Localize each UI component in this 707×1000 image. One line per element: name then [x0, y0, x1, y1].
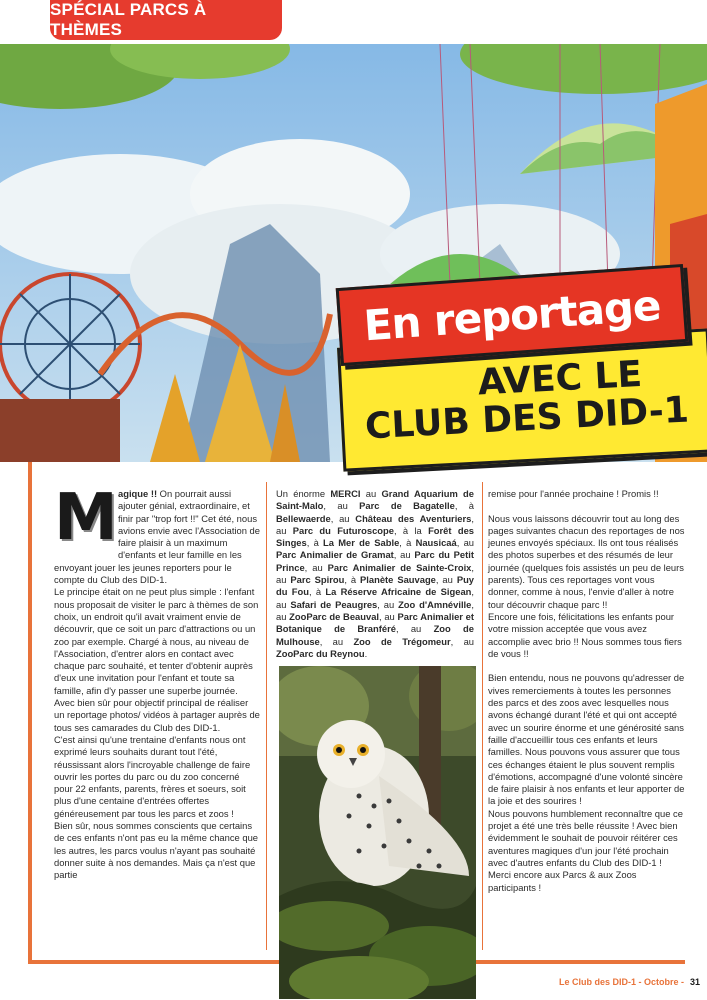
park-name: La Réserve Africaine de Sigean — [325, 586, 472, 598]
thanks-text: , au — [377, 598, 399, 610]
park-name: Parc du Petit Prince — [276, 549, 474, 573]
park-name: Forêt des Singes — [276, 524, 474, 549]
thanks-text: , au — [456, 537, 474, 549]
section-tab: SPÉCIAL PARCS À THÈMES — [50, 0, 282, 40]
column-divider-1 — [266, 482, 267, 950]
intro-paragraph: On pourrait aussi ajouter génial, extraordinaire, et finir par "trop fort !!" Cet été, nous avions envie avec l'Association de faire plaisir à un maximum d'enfants et leur famille en les envoyant jouer les jeunes reporters pour le compte du Club des DID-1. — [54, 488, 260, 586]
park-name: Parc de Bagatelle — [359, 500, 455, 512]
paragraph-success: Nous pouvons humblement reconnaître que ce projet a été une très belle réussite ! Avec bien évidemment le souhait de pouvoir réitérer ces aventures magiques d'un jour l'été prochain avec d'autres enfants du Club des DID-1 ! — [488, 807, 683, 868]
park-name: Parc Spirou — [290, 574, 345, 586]
thanks-text: , au — [276, 598, 474, 622]
thanks-text: , à — [399, 537, 416, 549]
intro-lead: agique !! — [118, 488, 158, 499]
footer-magazine: Le Club des DID-1 - Octobre - — [558, 977, 684, 987]
paragraph-promise: remise pour l'année prochaine ! Promis !! — [488, 488, 659, 499]
page-number: 31 — [689, 977, 700, 987]
article-column-1 — [54, 481, 260, 882]
thanks-text: . — [364, 647, 368, 659]
park-name: Zoo de Trégomeur — [353, 635, 451, 647]
park-name: Puy du Fou — [276, 574, 475, 598]
park-name: Parc Animalier et Botanique de Branféré — [276, 610, 474, 635]
park-name: MERCI — [330, 488, 361, 499]
park-name: Parc du Futuroscope — [292, 524, 394, 536]
article-column-3 — [488, 488, 686, 894]
park-name: Grand Aquarium de Saint-Malo — [276, 488, 474, 512]
thanks-text: , au — [435, 574, 457, 586]
park-name: Zoo de Mulhouse — [276, 623, 474, 647]
snowy-owl-photo — [279, 666, 476, 999]
thanks-text: Un énorme — [276, 488, 331, 499]
headline-line2: AVEC LE — [476, 354, 644, 404]
park-name: Zoo d'Amnéville — [398, 598, 472, 610]
dropcap-letter: M — [54, 481, 118, 555]
park-name: Parc Animalier de Sainte-Croix — [327, 561, 472, 573]
headline-line3: CLUB DES DID-1 — [364, 389, 690, 448]
thanks-text: , au — [330, 512, 356, 524]
article-column-2 — [276, 488, 474, 660]
thanks-text: , au — [319, 635, 354, 647]
paragraph-principle: Le principe était on ne peut plus simple : l'enfant nous proposait de visiter le parc à thèmes de son choix, un endroit qu'il avait vraiment envie de découvrir, que ce soit un parc d'attractions ou un zoo par exemple. Chargé à nous, au niveau de l'Association, d'entrer alors en contact avec chaque parc souhaité, et tenter d'obtenir auprès d'eux une invitation pour l'enfant et toute sa famille, afin d'y passer une superbe journée. Avec bien sûr pour objectif principal de réaliser un reportage photos/ vidéos à partager auprès de tous ses camarades du Club des DID-1. — [54, 586, 260, 733]
thanks-text: , au — [393, 549, 415, 561]
park-name: ZooParc du Reynou — [276, 647, 365, 659]
park-name: La Mer de Sable — [323, 537, 400, 549]
paragraph-results: C'est ainsi qu'une trentaine d'enfants nous ont exprimé leurs souhaits durant tout l'été, réussissant alors l'incroyable challenge de faire ouvrir les portes du parc ou du zoo concerné pour 22 enfants, parents, frères et soeurs, soit plus d'une centaine d'entrées offertes généreusement par tous les parcs et zoos ! — [54, 733, 251, 819]
paragraph-congrats: Encore une fois, félicitations les enfants pour votre mission acceptée que vous avez accomplie avec brio !! Nous sommes tous fiers de vous !! — [488, 610, 682, 659]
thanks-paragraph — [276, 488, 474, 660]
park-name: Château des Aventuriers — [355, 512, 472, 524]
park-name: Nausicaá — [415, 537, 457, 549]
paragraph-apology: Bien sûr, nous sommes conscients que certains de ces enfants n'ont pas eu la même chance que les autres, les parcs voulus n'ayant pas souhaité donner suite à nos demandes. Mais ça n'est que partie — [54, 820, 259, 881]
park-name: Bellewaerde — [276, 512, 331, 524]
paragraph-discover: Nous vous laissons découvrir tout au long des pages suivantes chacun des reportages de nos jeunes envoyés spéciaux. Ils ont tous réalisés des photos superbes et des résumés de leur journée (quelques fois assistés un peu de leurs parents). Tous ces reportages vont vous donner, comme à nous, l'envie d'aller à notre tour découvrir chaque parc !! — [488, 512, 685, 610]
thanks-text: , à — [344, 574, 361, 586]
thanks-text: au — [360, 488, 382, 499]
park-name: Planète Sauvage — [360, 574, 436, 586]
park-name: Parc Animalier de Gramat — [276, 549, 394, 561]
thanks-text: , à — [306, 537, 324, 549]
park-name: ZooParc de Beauval — [289, 610, 380, 622]
headline-title: En reportage — [336, 264, 689, 366]
thanks-text: , au — [379, 610, 398, 622]
thanks-text: , à la — [393, 524, 429, 536]
thanks-text: , au — [450, 635, 475, 647]
thanks-text: , au — [323, 500, 360, 512]
thanks-text: , au — [395, 623, 434, 635]
column-divider-2 — [482, 482, 483, 950]
thanks-text: , au — [304, 561, 328, 573]
park-name: Safari de Peaugres — [290, 598, 378, 610]
paragraph-closing: Merci encore aux Parcs & aux Zoos participants ! — [488, 869, 637, 893]
thanks-text: , à — [308, 586, 326, 598]
page-footer — [490, 977, 700, 987]
thanks-text: , au — [276, 561, 474, 586]
thanks-text: , au — [276, 512, 474, 536]
thanks-text: , au — [276, 586, 474, 610]
thanks-text: , à — [454, 500, 474, 512]
paragraph-thanks-staff: Bien entendu, nous ne pouvons qu'adresser de vives remerciements à toutes les personnes des parcs et des zoos avec lesquelles nous avons échangé durant l'été et qui ont accepté avec un sourire énorme et une générosité sans faille d'accueillir tous ces enfants et leurs familles. Nous pouvons vous assurer que tous ces échanges étaient le plus souvent remplis d'émotions, accompagné d'une volonté sincère de faire plaisir à nos enfants et leur apporter de la joie et des sourires ! — [488, 672, 685, 807]
